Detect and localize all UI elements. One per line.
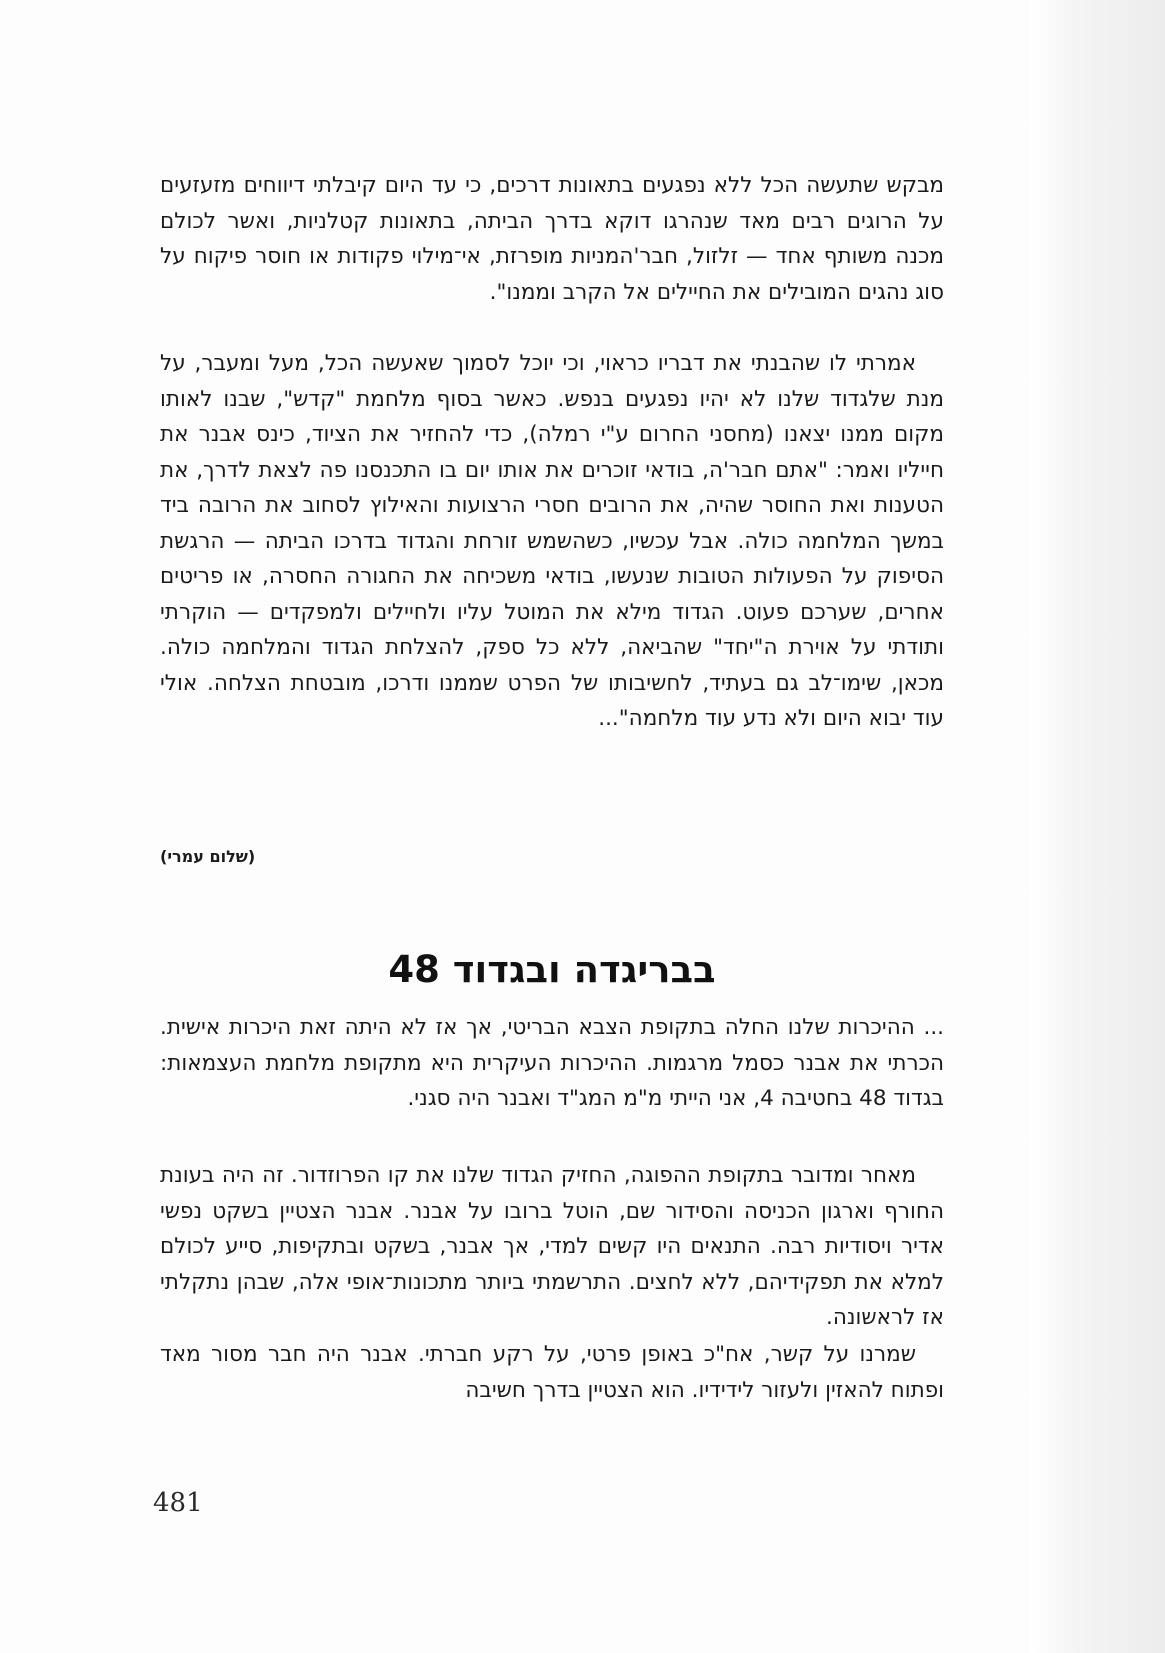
- paragraph-text: אמרתי לו שהבנתי את דבריו כראוי, וכי יוכל לסמוך שאעשה הכל, מעל ומעבר, על מנת שלגדוד שלנו לא יהיו נפגעים בנפש. כאשר בסוף מלחמת "קדש", שבנו לאותו מקום ממנו יצאנו (מחסני החרום ע"י רמלה), כדי להחזיר את הציוד, כינס אבנר את חייליו ואמר: "אתם חבר'ה, בודאי זוכרים את אותו יום בו התכנסנו פה לצאת לדרך, את הטענות ואת החוסר שהיה, את הרובים חסרי הרצועות והאילוץ לסחוב את הרובה ביד במשך המלחמה כולה. אבל עכשיו, כשהשמש זורחת והגדוד בדרכו הביתה — הרגשת הסיפוק על הפעולות הטובות שנעשו, בודאי משכיחה את החגורה החסרה, או פריטים אחרים, שערכם פעוט. הגדוד מילא את המוטל עליו ולחיילים ולמפקדים — הוקרתי ותודתי על אוירת ה"יחד" שהביאה, ללא כל ספק, להצלחת הגדוד והמלחמה כולה. מכאן, שימו־לב גם בעתיד, לחשיבותו של הפרט שממנו ודרכו, מובטחת הצלחה. אולי עוד יבוא היום ולא נדע עוד מלחמה"...: [160, 351, 944, 731]
- paragraph-text: מבקש שתעשה הכל ללא נפגעים בתאונות דרכים, כי עד היום קיבלתי דיווחים מזעזעים על הרוגים רבים מאד שנהרגו דוקא בדרך הביתה, בתאונות קטלניות, ואשר לכולם מכנה משותף אחד — זלזול, חבר'המניות מופרזת, אי־מילוי פקודות או חוסר פיקוח על סוג נהגים המובילים את החיילים אל הקרב וממנו".: [160, 173, 944, 305]
- paragraph-text: מאחר ומדובר בתקופת ההפוגה, החזיק הגדוד שלנו את קו הפרוזדור. זה היה בעונת החורף וארגון הכניסה והסידור שם, הוטל ברובו על אבנר. אבנר הצטיין בשקט נפשי אדיר ויסודיות רבה. התנאים היו קשים למדי, אך אבנר, בשקט ובתקיפות, סייע לכולם למלא את תפקידיהם, ללא לחצים. התרשמתי ביותר מתכונות־אופי אלה, שבהן נתקלתי אז לראשונה.: [160, 1163, 944, 1330]
- paragraph: [160, 168, 944, 310]
- paragraph-text: ... ההיכרות שלנו החלה בתקופת הצבא הבריטי, אך אז לא היתה זאת היכרות אישית. הכרתי את אבנר כסמל מרגמות. ההיכרות העיקרית היא מתקופת מלחמת העצמאות: בגדוד 48 בחטיבה 4, אני הייתי מ"מ המג"ד ואבנר היה סגני.: [160, 1015, 944, 1111]
- paragraph: [160, 1158, 944, 1336]
- page-edge-shadow: [1030, 0, 1165, 1653]
- paragraph-text: שמרנו על קשר, אח"כ באופן פרטי, על רקע חברתי. אבנר היה חבר מסור מאד ופתוח להאזין ולעזור לידידיו. הוא הצטיין בדרך חשיבה: [160, 1342, 944, 1403]
- paragraph: [160, 346, 944, 737]
- section-heading: בבריגדה ובגדוד 48: [388, 948, 716, 991]
- author-signature: (שלום עמרי): [160, 847, 256, 866]
- paragraph: [160, 1337, 944, 1408]
- page-number: 481: [153, 1488, 203, 1518]
- paragraph: [160, 1010, 944, 1117]
